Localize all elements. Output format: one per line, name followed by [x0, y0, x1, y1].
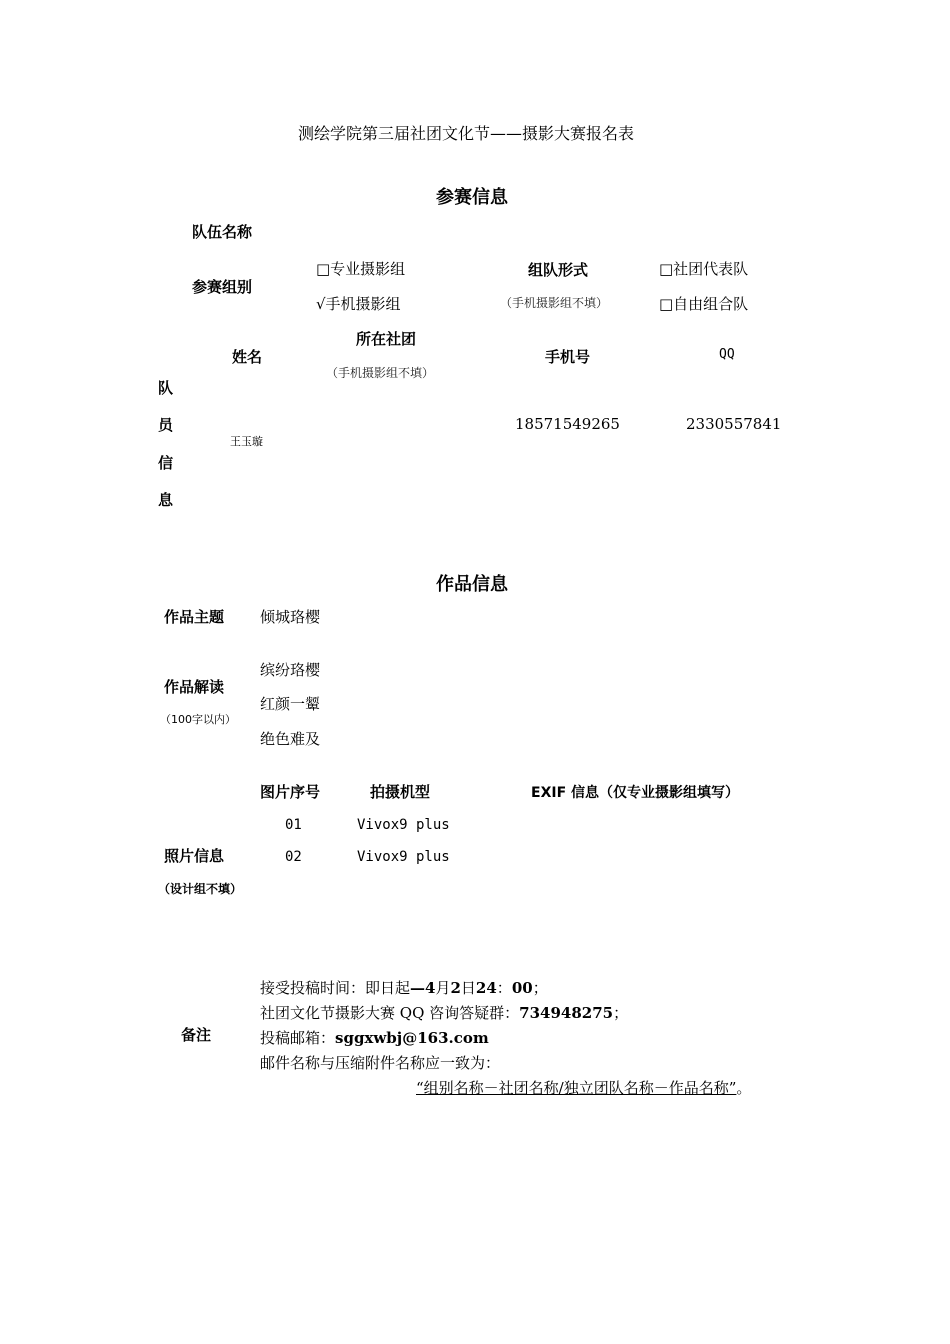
- remarks-line-1-bold: —4: [410, 979, 436, 997]
- remarks-line-1: [260, 977, 548, 998]
- work-interpret-line-1: 缤纷珞樱: [260, 661, 321, 679]
- work-interpret-line-3: 绝色难及: [260, 730, 321, 748]
- member-header-phone: 手机号: [545, 348, 591, 366]
- remarks-qq-group: 734948275: [519, 1004, 614, 1022]
- form-label: 组队形式: [528, 261, 589, 279]
- member-header-name: 姓名: [232, 348, 263, 366]
- form-option-free-team[interactable]: □自由组合队: [659, 295, 749, 313]
- members-side-label-2: 员: [158, 416, 174, 434]
- work-interpret-line-2: 红颜一颦: [260, 695, 321, 713]
- remarks-line-3: [260, 1027, 489, 1048]
- remarks-line-1-month: 月: [435, 979, 451, 997]
- remarks-line-2-text: 社团文化节摄影大赛 QQ 咨询答疑群：: [260, 1004, 520, 1022]
- remarks-line-2-end: ；: [613, 1004, 629, 1022]
- work-interpret-label: 作品解读: [164, 678, 225, 696]
- group-option-professional[interactable]: □专业摄影组: [316, 260, 406, 278]
- photo-seq-1: 01: [285, 817, 302, 833]
- remarks-line-3-text: 投稿邮箱：: [260, 1029, 336, 1047]
- members-side-label-1: 队: [158, 379, 174, 397]
- remarks-line-1-minute: 00: [511, 979, 533, 997]
- members-side-label-3: 信: [158, 454, 174, 472]
- member-header-club-note: （手机摄影组不填）: [326, 366, 435, 380]
- remarks-line-1-text: 接受投稿时间：即日起: [260, 979, 411, 997]
- remarks-line-2: [260, 1002, 628, 1023]
- member-header-qq: QQ: [719, 347, 735, 362]
- remarks-line-1-day-num: 2: [450, 979, 461, 997]
- participation-heading: 参赛信息: [436, 187, 508, 208]
- photo-camera-1: Vivox9 plus: [357, 817, 450, 833]
- remarks-label: 备注: [181, 1026, 212, 1044]
- form-note: （手机摄影组不填）: [500, 296, 609, 310]
- form-option-club-team[interactable]: □社团代表队: [659, 260, 749, 278]
- photo-header-seq: 图片序号: [260, 783, 321, 801]
- team-name-label: 队伍名称: [192, 223, 253, 241]
- photo-header-exif: EXIF 信息（仅专业摄影组填写）: [531, 785, 740, 801]
- photo-seq-2: 02: [285, 849, 302, 865]
- photo-camera-2: Vivox9 plus: [357, 849, 450, 865]
- remarks-line-1-colon: ：: [496, 979, 512, 997]
- remarks-line-1-hour: 24: [475, 979, 497, 997]
- member-qq: 2330557841: [686, 415, 782, 433]
- remarks-line-5: [416, 1077, 751, 1098]
- work-theme-label: 作品主题: [164, 608, 225, 626]
- member-header-club: 所在社团: [356, 330, 417, 348]
- work-theme-value: 倾城珞樱: [260, 608, 321, 626]
- remarks-line-4: 邮件名称与压缩附件名称应一致为：: [260, 1054, 501, 1072]
- work-interpret-note: （100字以内）: [160, 713, 236, 726]
- page-title: 测绘学院第三届社团文化节——摄影大赛报名表: [298, 124, 635, 143]
- remarks-email: sggxwbj@163.com: [335, 1029, 489, 1047]
- remarks-naming-format: “组别名称－社团名称/独立团队名称－作品名称”: [416, 1079, 737, 1097]
- group-option-mobile[interactable]: √手机摄影组: [316, 295, 401, 313]
- photo-header-camera: 拍摄机型: [370, 783, 431, 801]
- group-label: 参赛组别: [192, 278, 253, 296]
- remarks-line-5-end: 。: [736, 1079, 752, 1097]
- remarks-line-1-day: 日: [460, 979, 476, 997]
- remarks-line-1-end: ；: [532, 979, 548, 997]
- member-name: 王玉璇: [230, 435, 263, 448]
- members-side-label-4: 息: [158, 491, 174, 509]
- photo-info-label: 照片信息: [164, 847, 225, 865]
- photo-info-note: （设计组不填）: [158, 882, 243, 896]
- work-heading: 作品信息: [436, 574, 508, 595]
- member-phone: 18571549265: [515, 415, 620, 433]
